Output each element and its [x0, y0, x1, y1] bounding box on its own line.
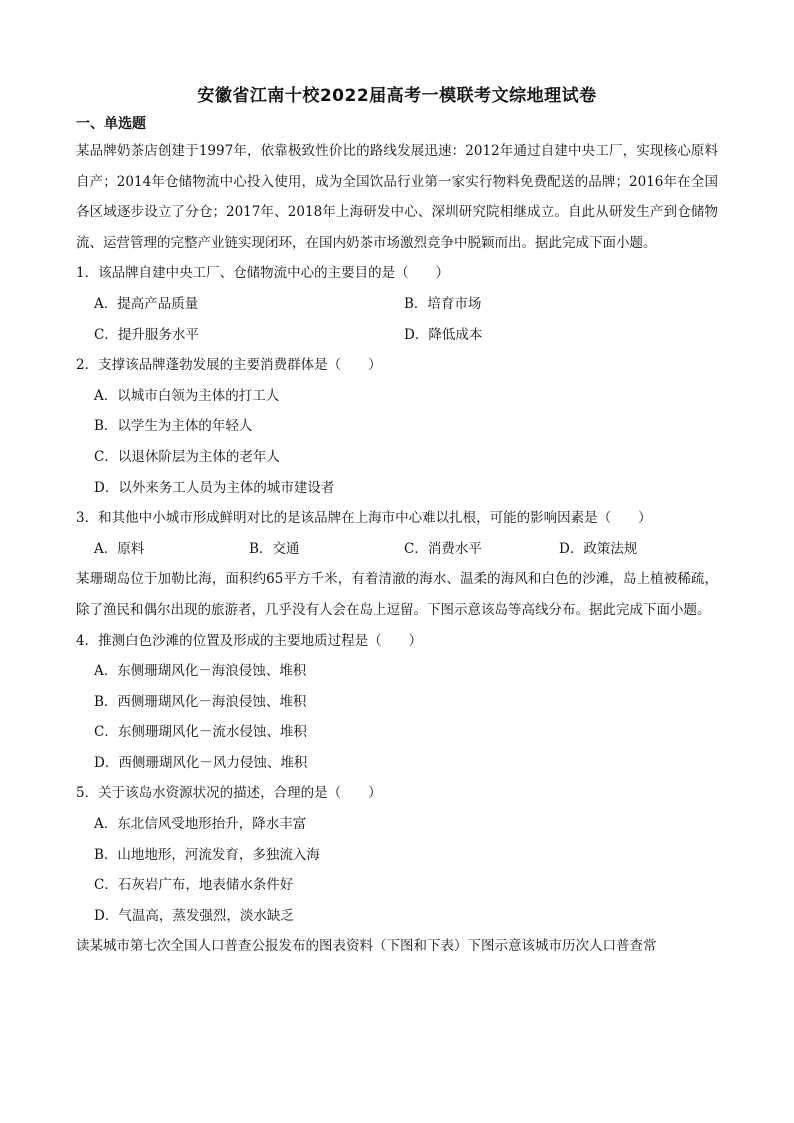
passage-1: 某品牌奶茶店创建于1997年，依靠极致性价比的路线发展迅速：2012年通过自建中央工厂，实现核心原料自产；2014年仓储物流中心投入使用，成为全国饮品行业第一家实行物料免费配送的品牌；2016年在全国各区域逐步设立了分仓；2017年、2018年上海研发中心、深圳研究院相继成立。自此从研发生产到仓储物流、运营管理的完整产业链实现闭环，在国内奶茶市场激烈竞争中脱颖而出。据此完成下面小题。 — [76, 143, 718, 251]
question-stem: 5．关于该岛水资源状况的描述，合理的是（ ） — [76, 785, 382, 802]
option-c: C．消费水平 — [404, 540, 482, 557]
passage-3: 读某城市第七次全国人口普查公报发布的图表资料（下图和下表）下图示意该城市历次人口普查常 — [76, 938, 657, 955]
question-stem: 4．推测白色沙滩的位置及形成的主要地质过程是（ ） — [76, 632, 423, 649]
options — [76, 809, 718, 931]
option-a: A．提高产品质量 — [94, 295, 199, 312]
option-a: A．原料 — [94, 540, 145, 557]
option-c: C．东侧珊瑚风化－流水侵蚀、堆积 — [94, 724, 307, 741]
option-d: D．西侧珊瑚风化－风力侵蚀、堆积 — [94, 754, 308, 771]
option-d: D．政策法规 — [559, 540, 638, 557]
question-4 — [76, 626, 718, 779]
question-stem: 2．支撑该品牌蓬勃发展的主要消费群体是（ ） — [76, 357, 382, 374]
option-b: B．西侧珊瑚风化－海浪侵蚀、堆积 — [94, 693, 307, 710]
question-1 — [76, 258, 718, 350]
question-5 — [76, 778, 718, 931]
option-a: A．以城市白领为主体的打工人 — [94, 387, 280, 404]
option-d: D．气温高，蒸发强烈，淡水缺乏 — [94, 907, 294, 924]
options — [76, 381, 718, 503]
option-d: D．降低成本 — [404, 326, 483, 343]
option-c: C．以退休阶层为主体的老年人 — [94, 448, 280, 465]
question-stem: 3．和其他中小城市形成鲜明对比的是该品牌在上海市中心难以扎根，可能的影响因素是（ ） — [76, 510, 652, 527]
option-c: C．石灰岩广布，地表储水条件好 — [94, 877, 294, 894]
question-2 — [76, 350, 718, 503]
section-heading: 一、单选题 — [76, 116, 146, 132]
option-b: B．山地地形，河流发育，多独流入海 — [94, 846, 320, 863]
options — [76, 289, 718, 350]
question-stem: 1．该品牌自建中央工厂、仓储物流中心的主要目的是（ ） — [76, 265, 450, 282]
options — [76, 534, 718, 565]
option-b: B．交通 — [249, 540, 300, 557]
exam-title: 安徽省江南十校2022届高考一模联考文综地理试卷 — [197, 86, 597, 106]
option-b: B．培育市场 — [404, 295, 482, 312]
passage-2: 某珊瑚岛位于加勒比海，面积约65平方千米，有着清澈的海水、温柔的海风和白色的沙滩，岛上植被稀疏，除了渔民和偶尔出现的旅游者，几乎没有人会在岛上逗留。下图示意该岛等高线分布。据此完成下面小题。 — [76, 571, 718, 618]
option-b: B．以学生为主体的年轻人 — [94, 418, 253, 435]
option-a: A．东侧珊瑚风化－海浪侵蚀、堆积 — [94, 663, 307, 680]
option-c: C．提升服务水平 — [94, 326, 199, 343]
option-d: D．以外来务工人员为主体的城市建设者 — [94, 479, 335, 496]
options — [76, 656, 718, 778]
option-a: A．东北信风受地形抬升，降水丰富 — [94, 816, 307, 833]
question-3 — [76, 503, 718, 564]
